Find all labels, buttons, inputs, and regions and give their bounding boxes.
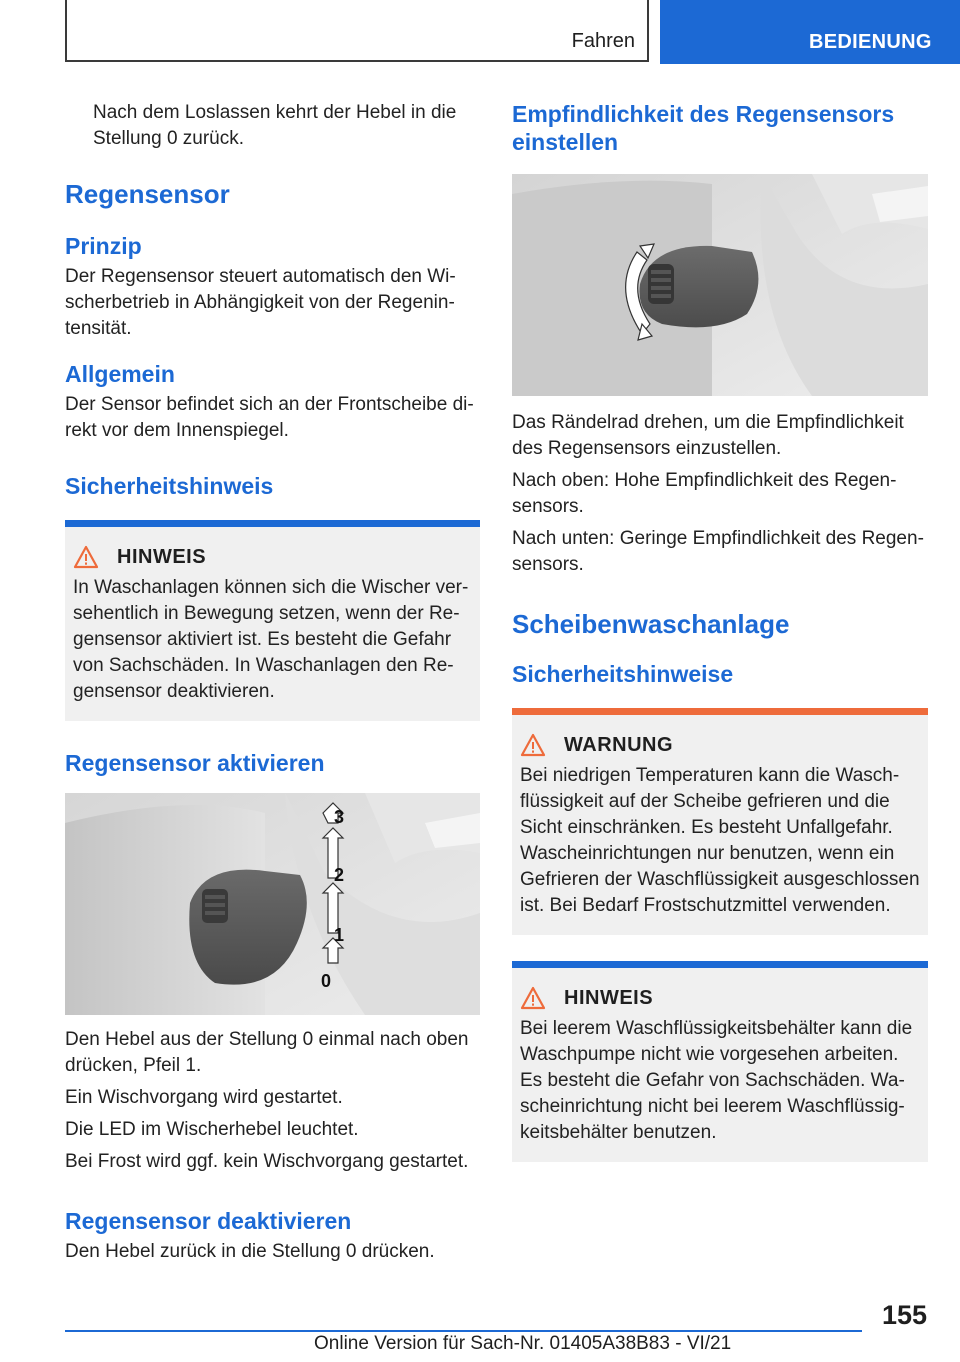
hinweis-box-2 — [512, 961, 928, 1162]
hinweis-text: In Waschanlagen können sich die Wischer versehentlich in Bewegung setzen, wenn der Regensensor aktiviert ist. Es besteht die Gefahr von Sachschäden. In Waschanlagen den Regensensor deaktivieren. — [73, 577, 469, 702]
allgemein-text: Der Sensor befindet sich an der Frontscheibe direkt vor dem Innenspiegel. — [65, 394, 474, 441]
thumbwheel-photo — [512, 174, 928, 396]
heading-regensensor: Regensensor — [65, 179, 230, 209]
aktivieren-text-4: Bei Frost wird ggf. kein Wischvorgang gestartet. — [65, 1151, 469, 1172]
note-bar — [512, 961, 928, 968]
aktivieren-text-1: Den Hebel aus der Stellung 0 einmal nach oben drücken, Pfeil 1. — [65, 1029, 469, 1076]
warning-bar — [512, 708, 928, 715]
prinzip-text: Der Regensensor steuert automatisch den Wischerbetrieb in Abhängigkeit von der Regenintensität. — [65, 266, 456, 339]
hinweis2-text: Bei leerem Waschflüssigkeitsbehälter kann die Waschpumpe nicht wie vorgesehen arbeiten. Es besteht die Gefahr von Sachschäden. Wascheinrichtung nicht bei leerem Waschflüssigkeitsbehälter benutzen. — [520, 1018, 913, 1143]
figure-label-3: 3 — [334, 807, 345, 827]
intro-text: Nach dem Loslassen kehrt der Hebel in die Stellung 0 zurück. — [93, 102, 457, 149]
figure-label-2: 2 — [334, 865, 345, 885]
heading-aktivieren: Regensensor aktivieren — [65, 750, 325, 776]
heading-prinzip: Prinzip — [65, 233, 142, 259]
aktivieren-text-2: Ein Wischvorgang wird gestartet. — [65, 1087, 343, 1108]
wiper-lever-photo — [65, 793, 480, 1015]
section-tab[interactable] — [660, 0, 960, 64]
heading-sicherheitshinweis: Sicherheitshinweis — [65, 473, 274, 499]
hinweis-box — [65, 520, 480, 721]
figure-label-1: 1 — [334, 925, 345, 945]
hinweis2-title: HINWEIS — [564, 986, 654, 1009]
chapter-title: Fahren — [571, 30, 635, 52]
page-number: 155 — [882, 1300, 928, 1330]
header-frame — [65, 0, 649, 62]
warnung-text: Bei niedrigen Temperaturen kann die Waschflüssigkeit auf der Scheibe gefrieren und die Sicht einschränken. Es besteht Unfallgefahr. Wascheinrichtungen nur benutzen, wenn ein Gefrieren der Waschflüssigkeit ausgeschlossen ist. Bei Bedarf Frostschutzmittel verwenden. — [520, 765, 920, 916]
heading-scheibenwaschanlage: Scheibenwaschanlage — [512, 609, 790, 639]
left-column — [65, 100, 480, 1265]
thumbwheel-illustration — [512, 174, 928, 396]
empfindlichkeit-text-1: Das Rändelrad drehen, um die Empfindlichkeit des Regensensors einzustellen. — [512, 412, 904, 459]
warning-triangle-icon — [520, 733, 546, 757]
heading-allgemein: Allgemein — [65, 361, 175, 387]
footer-divider — [65, 1330, 862, 1332]
empfindlichkeit-text-2: Nach oben: Hohe Empfindlichkeit des Regensensors. — [512, 470, 897, 517]
empfindlichkeit-text-3: Nach unten: Geringe Empfindlichkeit des Regensensors. — [512, 528, 924, 575]
warnung-box — [512, 708, 928, 935]
heading-empfindlichkeit: Empfindlichkeit des Regensensors einstellen — [512, 101, 895, 155]
note-bar — [65, 520, 480, 527]
section-title: BEDIENUNG — [809, 31, 932, 53]
heading-deaktivieren: Regensensor deaktivieren — [65, 1208, 352, 1234]
wiper-lever-illustration — [65, 793, 480, 1015]
hinweis-title: HINWEIS — [117, 545, 207, 568]
online-version-text: Online Version für Sach-Nr. 01405A38B83 - VI/21 — [314, 1333, 732, 1354]
figure-label-0: 0 — [321, 971, 332, 991]
right-column — [512, 100, 928, 1162]
heading-sicherheitshinweise: Sicherheitshinweise — [512, 661, 734, 687]
aktivieren-text-3: Die LED im Wischerhebel leuchtet. — [65, 1119, 359, 1140]
warnung-title: WARNUNG — [564, 733, 674, 756]
warning-triangle-icon — [520, 986, 546, 1010]
deaktivieren-text: Den Hebel zurück in die Stellung 0 drücken. — [65, 1241, 435, 1262]
warning-triangle-icon — [73, 545, 99, 569]
